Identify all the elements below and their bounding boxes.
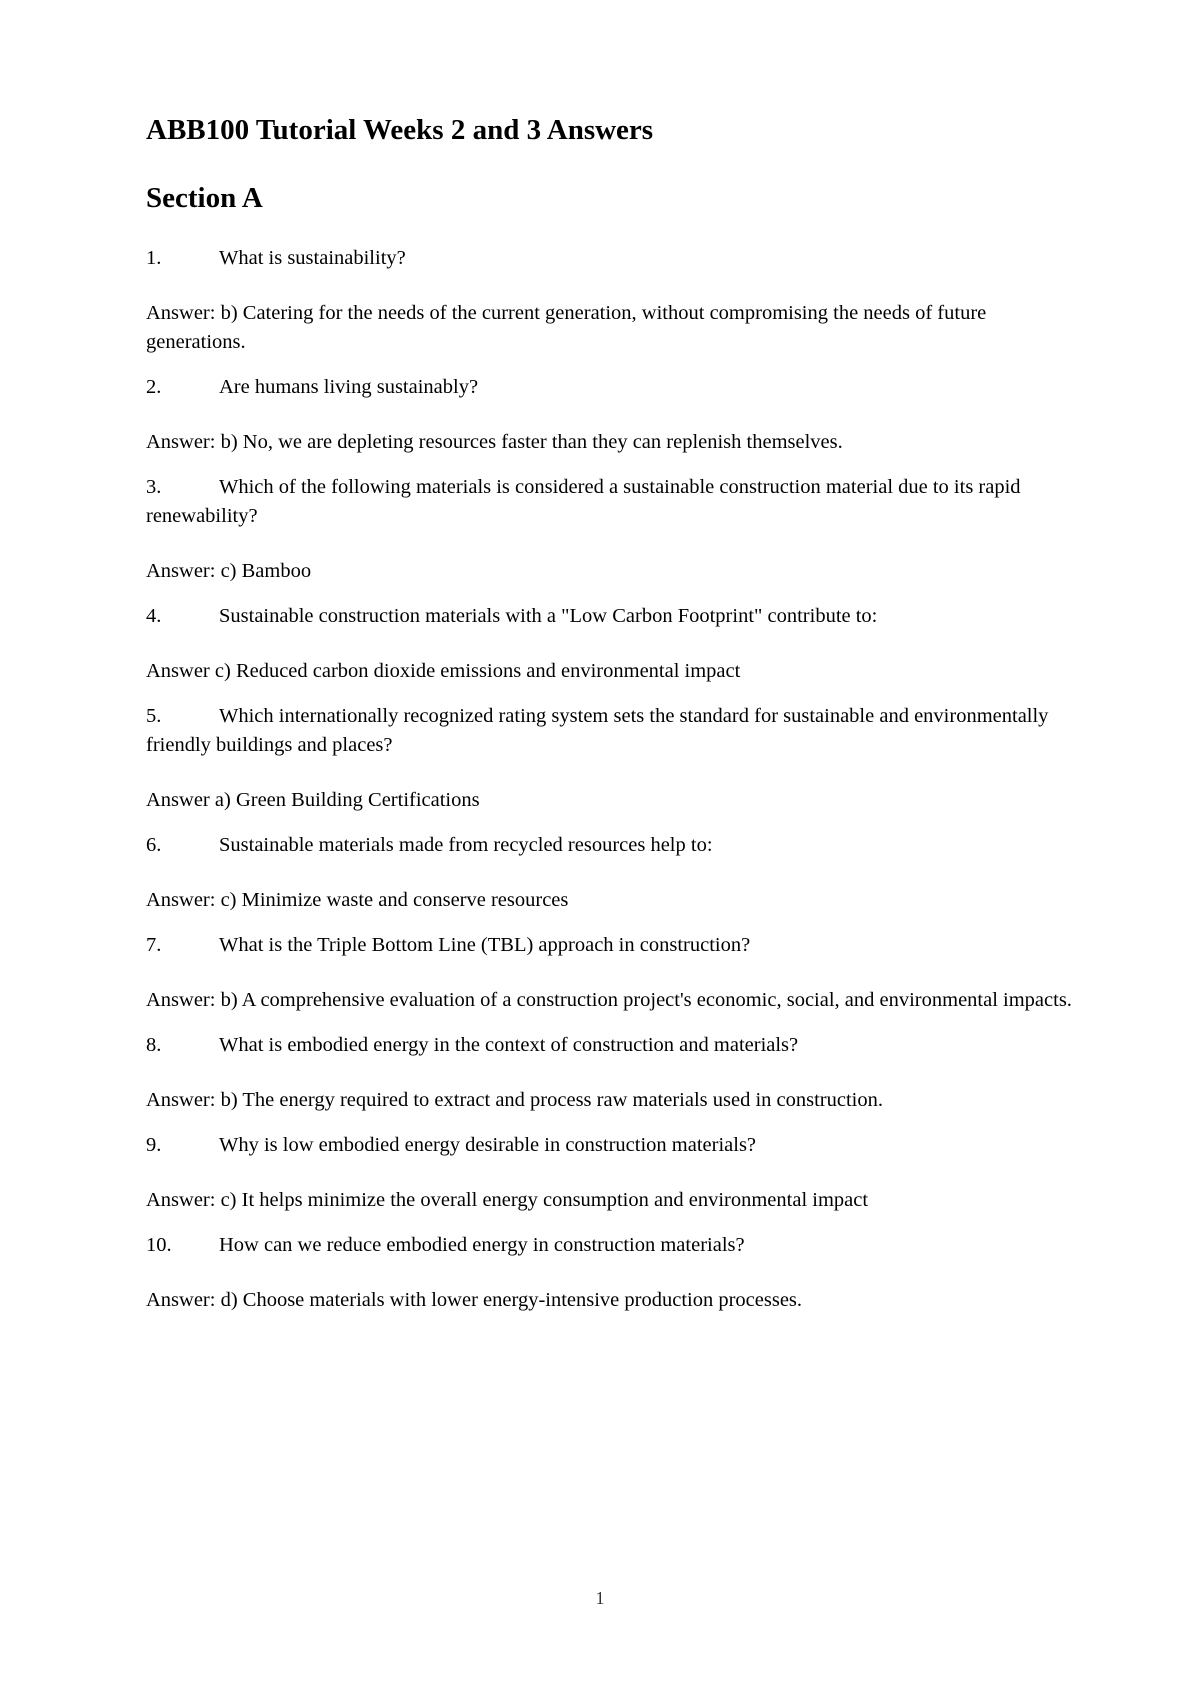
question-number: 8. bbox=[146, 1034, 162, 1056]
page-number: 1 bbox=[595, 1588, 605, 1608]
answer: Answer: c) Bamboo bbox=[146, 560, 312, 582]
qa-item bbox=[146, 915, 1076, 1015]
question-number: 5. bbox=[146, 705, 162, 727]
answer: Answer: c) It helps minimize the overall energy consumption and environmental impact bbox=[146, 1189, 869, 1211]
qa-item bbox=[146, 457, 1076, 586]
qa-item bbox=[146, 1115, 1076, 1215]
answer: Answer c) Reduced carbon dioxide emissions and environmental impact bbox=[146, 660, 741, 682]
page-content bbox=[146, 100, 1076, 1315]
question-text: What is sustainability? bbox=[219, 247, 406, 269]
qa-item bbox=[146, 357, 1076, 457]
answer: Answer: b) The energy required to extract and process raw materials used in construction. bbox=[146, 1089, 883, 1111]
question bbox=[146, 1015, 1076, 1060]
question-text: Which of the following materials is considered a sustainable construction material due to its rapid renewability? bbox=[146, 476, 1021, 527]
question bbox=[146, 815, 1076, 860]
qa-item bbox=[146, 228, 1076, 357]
question bbox=[146, 586, 1076, 631]
section-heading: Section A bbox=[146, 182, 263, 214]
question-number: 9. bbox=[146, 1134, 162, 1156]
answer: Answer: d) Choose materials with lower energy-intensive production processes. bbox=[146, 1289, 803, 1311]
question bbox=[146, 1115, 1076, 1160]
qa-item bbox=[146, 586, 1076, 686]
question-text: Why is low embodied energy desirable in construction materials? bbox=[219, 1134, 757, 1156]
document-title: ABB100 Tutorial Weeks 2 and 3 Answers bbox=[146, 114, 654, 146]
question-number: 1. bbox=[146, 247, 162, 269]
question-text: Sustainable materials made from recycled resources help to: bbox=[219, 834, 713, 856]
question-text: How can we reduce embodied energy in construction materials? bbox=[219, 1234, 745, 1256]
qa-item bbox=[146, 815, 1076, 915]
question bbox=[146, 457, 1076, 531]
answer: Answer: b) Catering for the needs of the current generation, without compromising the needs of future generations. bbox=[146, 302, 987, 353]
qa-item bbox=[146, 1015, 1076, 1115]
qa-item bbox=[146, 686, 1076, 815]
answer: Answer: c) Minimize waste and conserve resources bbox=[146, 889, 569, 911]
answer: Answer: b) No, we are depleting resources faster than they can replenish themselves. bbox=[146, 431, 843, 453]
answer: Answer: b) A comprehensive evaluation of a construction project's economic, social, and environmental impacts. bbox=[146, 989, 1072, 1011]
question bbox=[146, 686, 1076, 760]
answer: Answer a) Green Building Certifications bbox=[146, 789, 480, 811]
question-number: 10. bbox=[146, 1234, 172, 1256]
question bbox=[146, 228, 1076, 273]
question-number: 3. bbox=[146, 476, 162, 498]
question-number: 2. bbox=[146, 376, 162, 398]
question-text: Sustainable construction materials with a "Low Carbon Footprint" contribute to: bbox=[219, 605, 878, 627]
question-number: 7. bbox=[146, 934, 162, 956]
question bbox=[146, 915, 1076, 960]
question bbox=[146, 1215, 1076, 1260]
question-text: Are humans living sustainably? bbox=[219, 376, 479, 398]
question-list bbox=[146, 228, 1076, 1315]
question-text: What is embodied energy in the context of construction and materials? bbox=[219, 1034, 799, 1056]
question-number: 6. bbox=[146, 834, 162, 856]
question-number: 4. bbox=[146, 605, 162, 627]
question-text: What is the Triple Bottom Line (TBL) approach in construction? bbox=[219, 934, 751, 956]
question bbox=[146, 357, 1076, 402]
qa-item bbox=[146, 1215, 1076, 1315]
question-text: Which internationally recognized rating system sets the standard for sustainable and environmentally friendly buildings and places? bbox=[146, 705, 1049, 756]
